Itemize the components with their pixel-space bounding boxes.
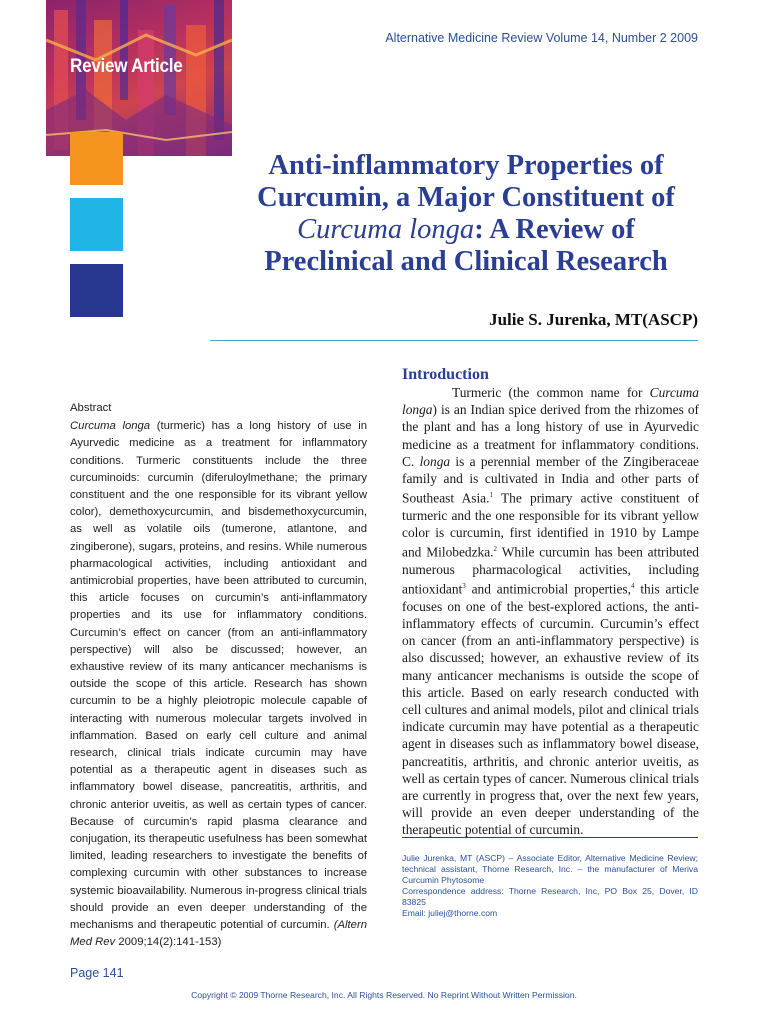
intro-text-1: Turmeric (the common name for	[452, 385, 650, 400]
introduction-text	[402, 384, 699, 839]
divider-correspondence	[402, 837, 698, 838]
title-italic: Curcuma longa	[297, 214, 475, 245]
orange-square	[70, 132, 123, 185]
page-number: Page 141	[70, 966, 124, 980]
abstract-citation: 2009;14(2):141-153)	[115, 936, 222, 949]
article-title	[236, 150, 696, 278]
intro-text-5: While curcumin has been attributed numerous pharmacological activities, including antioxidant	[402, 544, 699, 597]
ref-3: 3	[462, 582, 466, 591]
title-part-2: : A Review of Preclinical and Clinical Research	[264, 214, 668, 277]
correspondence-affiliation: Julie Jurenka, MT (ASCP) – Associate Editor, Alternative Medicine Review; technical assistant, Thorne Research, Inc. – the manufacturer of Meriva Curcumin Phytosome	[402, 853, 698, 885]
intro-text-3: is a perennial member of the Zingiberaceae family and is cultivated in India and other parts of Southeast Asia.	[402, 453, 699, 506]
ref-1: 1	[489, 491, 493, 500]
intro-text-7: this article focuses on one of the best-explored actions, the anti-inflammatory effects of curcumin. Curcumin’s effect on cancer (from an anti-inflammatory perspective) is also discussed; however, an exhaustive review of its many anticancer mechanisms is outside the scope of this article. Based on early research conducted with cell cultures and animal models, pilot and clinical trials indicate curcumin may have potential as a therapeutic agent in diseases such as inflammatory bowel disease, pancreatitis, arthritis, and chronic anterior uveitis, as well as certain types of cancer. Numerous clinical trials are currently in progress that, over the next few years, will provide an even deeper understanding of the therapeutic potential of curcumin.	[402, 581, 699, 838]
correspondence-block	[402, 853, 698, 919]
divider-top	[210, 340, 698, 341]
intro-text-6: and antimicrobial properties,	[465, 581, 631, 597]
author-name: Julie S. Jurenka, MT(ASCP)	[489, 310, 698, 329]
copyright-notice: Copyright © 2009 Thorne Research, Inc. All Rights Reserved. No Reprint Without Written Permission.	[191, 990, 577, 1000]
abstract-body: (turmeric) has a long history of use in Ayurvedic medicine as a treatment for inflammatory conditions. Turmeric constituents include the three curcuminoids: curcumin (diferuloylmethane; the primary constituent and the one responsible for its vibrant yellow color), demethoxycurcumin, and bisdemethoxycurcumin, as well as volatile oils (tumerone, atlantone, and zingiberone), sugars, proteins, and resins. While numerous pharmacological activities, including antioxidant and antimicrobial properties, have been attributed to curcumin, this article focuses on curcumin’s anti-inflammatory properties and its use for inflammatory conditions. Curcumin’s effect on cancer (from an anti-inflammatory perspective) will also be discussed; however, an exhaustive review of its many anticancer mechanisms is outside the scope of this article. Research has shown curcumin to be a highly pleiotropic molecule capable of interacting with numerous molecular targets involved in inflammation. Based on early cell culture and animal research, clinical trials indicate curcumin may have potential as a therapeutic agent in diseases such as inflammatory bowel disease, pancreatitis, arthritis, and chronic anterior uveitis, as well as certain types of cancer. Because of curcumin’s rapid plasma clearance and conjugation, its therapeutic usefulness has been somewhat limited, leading researchers to investigate the benefits of complexing curcumin with other substances to increase systemic bioavailability. Numerous in-progress clinical trials should provide an even deeper understanding of the mechanisms and therapeutic potential of curcumin.	[70, 420, 367, 932]
title-part-1: Anti-inflammatory Properties of Curcumin, a Major Constituent of	[257, 150, 675, 213]
ref-2: 2	[493, 545, 498, 554]
journal-header: Alternative Medicine Review Volume 14, Number 2 2009	[385, 31, 698, 45]
abstract-citation-italic: (Altern Med Rev	[70, 919, 367, 949]
cyan-square	[70, 198, 123, 251]
introduction-heading: Introduction	[402, 366, 489, 383]
navy-square	[70, 264, 123, 317]
intro-italic-1: Curcuma longa	[402, 385, 699, 418]
correspondence-email: Email: juliej@thorne.com	[402, 908, 498, 918]
ref-4: 4	[630, 582, 635, 591]
abstract-lead-italic: Curcuma longa	[70, 420, 151, 433]
intro-italic-2: longa	[419, 453, 451, 469]
review-article-label: Review Article	[70, 56, 183, 77]
abstract	[70, 400, 367, 952]
abstract-heading: Abstract	[70, 402, 112, 414]
intro-text-2: ) is an Indian spice derived from the rhizomes of the plant and has a long history of use in Ayurvedic medicine as a treatment for inflammatory conditions. C.	[402, 402, 699, 469]
intro-text-4: The primary active constituent of turmeric and the one responsible for its vibrant yellow color is curcumin, first identified in 1910 by Lampe and Milobedzka.	[402, 490, 699, 560]
correspondence-address: Correspondence address: Thorne Research, Inc, PO Box 25, Dover, ID 83825	[402, 886, 698, 907]
